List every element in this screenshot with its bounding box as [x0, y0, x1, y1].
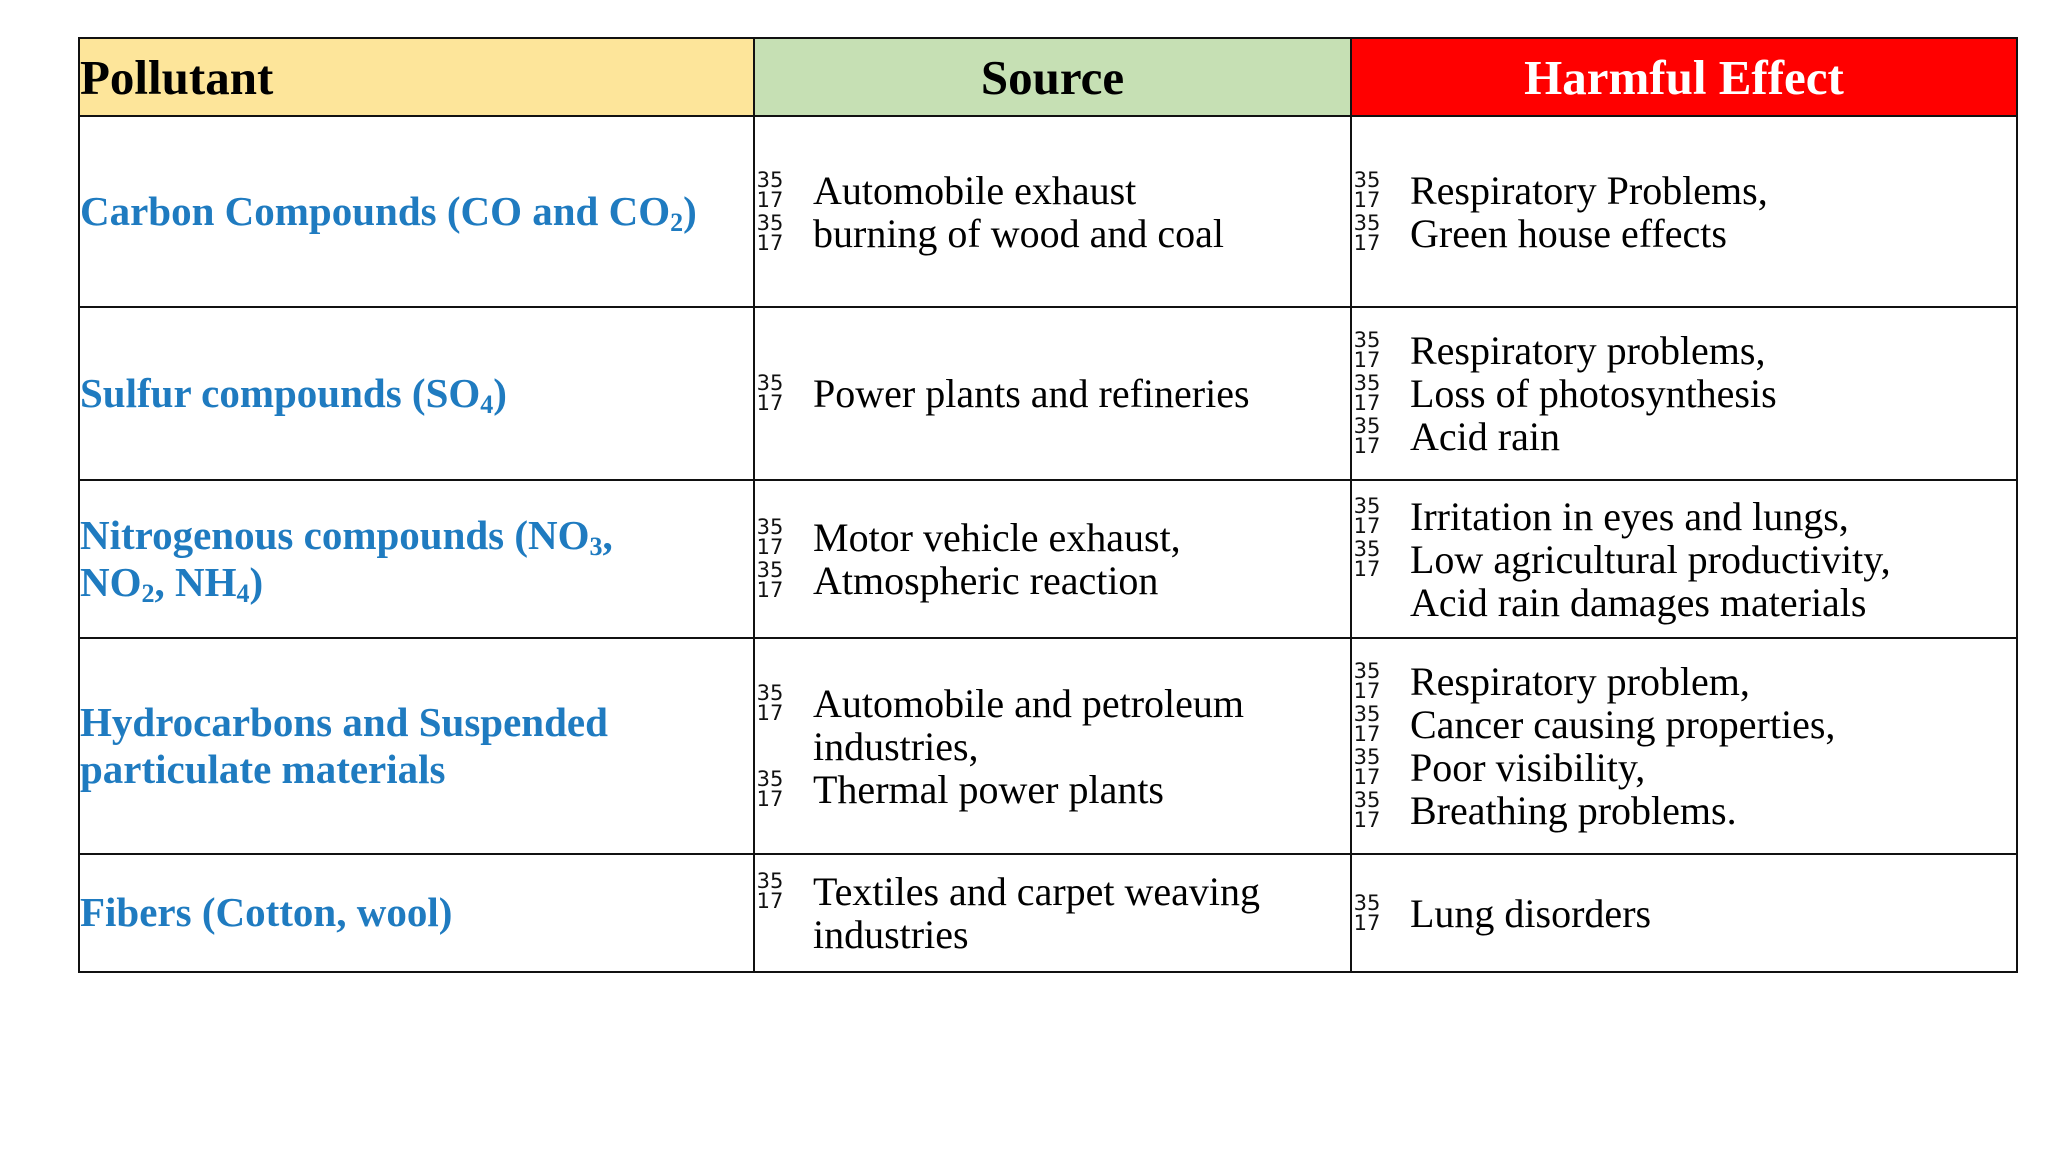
- effect-cell: [1351, 307, 2017, 480]
- source-list: [755, 682, 1350, 811]
- pollutant-subscript: 2: [670, 207, 684, 237]
- pollutant-cell: [79, 638, 754, 854]
- bullet-icon: 35 17: [1353, 702, 1381, 746]
- source-list: [755, 870, 1350, 956]
- pollutant-cell: [79, 480, 754, 638]
- effect-cell: [1351, 480, 2017, 638]
- list-item: 35 17 Atmospheric reaction: [756, 558, 1159, 603]
- effect-cell: [1351, 638, 2017, 854]
- list-item: Acid rain damages materials: [1410, 579, 1867, 625]
- effect-list: [1352, 892, 2016, 935]
- list-item: 35 17 Motor vehicle exhaust,: [756, 515, 1181, 560]
- list-item: 35 17 Automobile and petroleum: [756, 680, 1245, 726]
- bullet-icon: 35 17: [756, 766, 784, 811]
- effect-cell: [1351, 116, 2017, 307]
- pollutant-name-tail: ): [493, 369, 507, 416]
- pollutant-subscript: 4: [236, 579, 250, 608]
- pollutant-subscript: 4: [480, 389, 494, 419]
- header-pollutant: Pollutant: [79, 38, 754, 116]
- bullet-icon: 35 17: [756, 210, 784, 255]
- bullet-icon: 35 17: [756, 558, 784, 602]
- source-cell: [754, 116, 1351, 307]
- pollutant-cell: [79, 854, 754, 972]
- list-item: 35 17 Irritation in eyes and lungs,: [1353, 493, 1849, 539]
- list-item: 35 17 Respiratory problem,: [1353, 659, 1750, 704]
- pollutant-name: Sulfur compounds (SO: [80, 369, 481, 416]
- header-row: [79, 38, 2017, 116]
- bullet-icon: 35 17: [756, 515, 784, 559]
- bullet-icon: 35 17: [1353, 536, 1381, 581]
- list-item: 35 17 burning of wood and coal: [756, 210, 1225, 256]
- pollutant-name: Nitrogenous compounds (NO: [80, 511, 590, 558]
- bullet-icon: 35 17: [756, 680, 784, 725]
- source-cell: [754, 638, 1351, 854]
- source-cell: [754, 854, 1351, 972]
- source-list: [755, 516, 1350, 602]
- list-item: 35 17 Textiles and carpet weaving: [756, 869, 1261, 914]
- bullet-icon: 35 17: [1353, 890, 1381, 935]
- pollutant-name-line2-b: , NH: [154, 559, 237, 605]
- list-item: 35 17 Acid rain: [1353, 414, 1560, 459]
- list-item: 35 17 Respiratory problems,: [1353, 328, 1766, 373]
- list-item: 35 17 Loss of photosynthesis: [1353, 371, 1777, 416]
- pollutant-subscript: 2: [141, 579, 155, 608]
- bullet-icon: 35 17: [1353, 659, 1381, 703]
- pollutant-name-line2: NO: [80, 559, 142, 605]
- list-item: industries,: [813, 723, 979, 769]
- effect-list: [1352, 660, 2016, 832]
- list-item: 35 17 Lung disorders: [1353, 890, 1652, 936]
- list-item: 35 17 Thermal power plants: [756, 766, 1164, 812]
- bullet-icon: 35 17: [756, 371, 784, 415]
- bullet-icon: 35 17: [1353, 371, 1381, 415]
- list-item: 35 17 Automobile exhaust: [756, 167, 1137, 213]
- pollutant-name: Carbon Compounds (CO and CO: [80, 187, 671, 234]
- pollutant-name-tail: ): [683, 187, 697, 234]
- list-item: 35 17 Green house effects: [1353, 210, 1727, 256]
- source-cell: [754, 480, 1351, 638]
- effect-cell: [1351, 854, 2017, 972]
- table-row-nitrogenous: [79, 480, 2017, 638]
- pollutant-name-line2: particulate materials: [80, 746, 446, 792]
- effect-list: [1352, 169, 2016, 255]
- list-item: industries: [813, 912, 969, 957]
- table-row-sulfur: [79, 307, 2017, 480]
- pollutant-cell: [79, 116, 754, 307]
- header-harmful-effect: Harmful Effect: [1351, 38, 2017, 116]
- pollutant-name-tail: ,: [602, 511, 613, 558]
- list-item: 35 17 Cancer causing properties,: [1353, 702, 1836, 747]
- pollution-table: [78, 37, 2018, 973]
- list-item: 35 17 Power plants and refineries: [756, 371, 1250, 416]
- bullet-icon: 35 17: [1353, 167, 1381, 212]
- effect-list: [1352, 495, 2016, 624]
- header-source: Source: [754, 38, 1351, 116]
- list-item: 35 17 Poor visibility,: [1353, 745, 1646, 790]
- source-cell: [754, 307, 1351, 480]
- bullet-icon: 35 17: [1353, 328, 1381, 372]
- pollutant-name-line2-tail: ): [249, 559, 264, 605]
- pollutant-name: Hydrocarbons and Suspended: [80, 698, 608, 745]
- list-item: 35 17 Breathing problems.: [1353, 788, 1737, 833]
- bullet-icon: 35 17: [1353, 414, 1381, 458]
- bullet-icon: 35 17: [1353, 210, 1381, 255]
- table-row-hydrocarbons: [79, 638, 2017, 854]
- bullet-icon: 35 17: [1353, 745, 1381, 789]
- pollutant-subscript: 3: [589, 531, 603, 561]
- bullet-icon: 35 17: [756, 869, 784, 913]
- pollutant-cell: [79, 307, 754, 480]
- bullet-icon: 35 17: [1353, 493, 1381, 538]
- effect-list: [1352, 329, 2016, 458]
- table-row-carbon: [79, 116, 2017, 307]
- list-item: 35 17 Respiratory Problems,: [1353, 167, 1768, 213]
- source-list: [755, 372, 1350, 415]
- pollutant-name: Fibers (Cotton, wool): [80, 889, 453, 936]
- bullet-icon: 35 17: [1353, 788, 1381, 832]
- source-list: [755, 169, 1350, 255]
- table-row-fibers: [79, 854, 2017, 972]
- list-item: 35 17 Low agricultural productivity,: [1353, 536, 1891, 582]
- bullet-icon: 35 17: [756, 167, 784, 212]
